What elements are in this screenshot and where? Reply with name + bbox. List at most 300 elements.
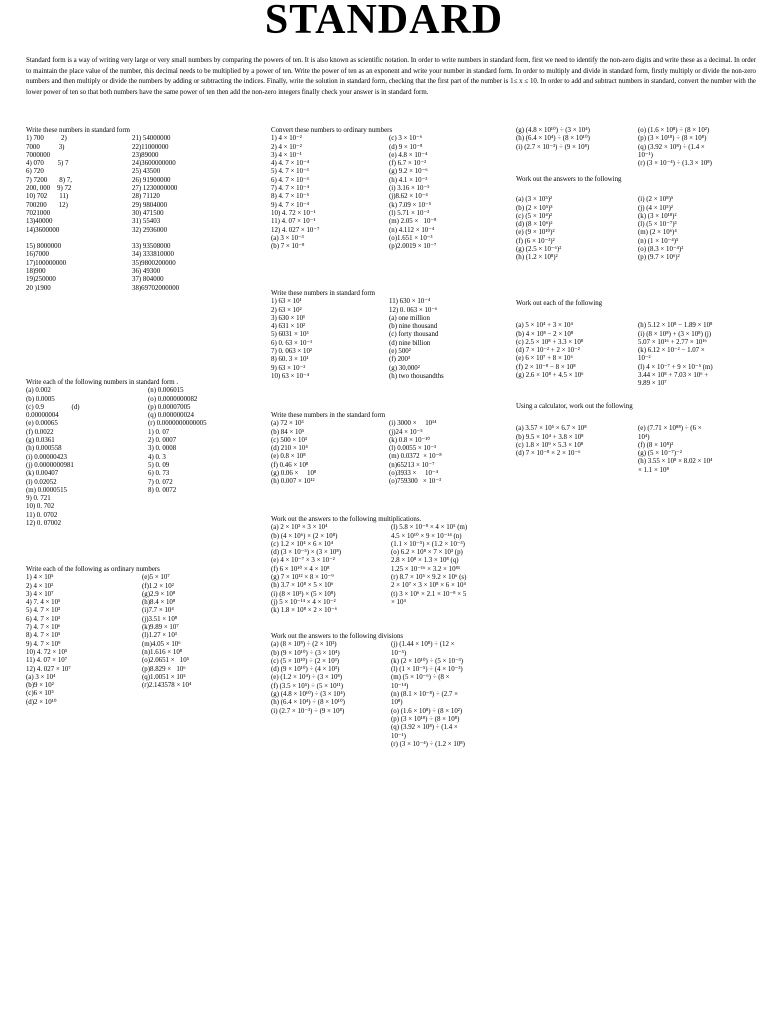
exercise-item: 7) 4. 7 × 10⁶ — [26, 624, 61, 632]
exercise-item: 29) 9804000 — [132, 201, 168, 209]
exercise-item: (i) (8 × 10⁸) + (3 × 10⁸) (j) — [638, 330, 712, 338]
exercise-item: (a) 3 × 10⁻³ — [271, 234, 304, 242]
exercise-item: 6) 0. 63 × 10⁻¹ — [271, 339, 313, 347]
exercise-item: (o) (8.3 × 10⁻⁴)² — [638, 246, 684, 254]
exercise-item: 10⁻² — [638, 355, 651, 363]
exercise-item: 7) 4. 7 × 10⁻⁴ — [271, 185, 310, 193]
exercise-item: 21) 54000000 — [132, 135, 171, 143]
exercise-item: 9) 63 × 10⁻² — [271, 364, 306, 372]
section-heading: Work out the answers to the following — [516, 176, 622, 183]
exercise-item: 4) 4. 7 × 10⁻⁴ — [271, 160, 310, 168]
exercise-item: 13)40000 — [26, 218, 53, 226]
exercise-item: 15) 8000000 — [26, 243, 62, 251]
exercise-item: 32) 2936000 — [132, 226, 168, 234]
exercise-item — [148, 503, 268, 511]
right-column — [516, 403, 762, 475]
exercise-list — [271, 420, 511, 486]
exercise-item: (g) 7 × 10¹² × 8 × 10⁻⁹ — [271, 574, 334, 582]
exercise-item: (o) (1.6 × 10⁸) ÷ (8 × 10²) — [391, 707, 463, 715]
exercise-item: (a) 2 × 10³ × 3 × 10⁴ — [271, 524, 328, 532]
exercise-item: (g) 0.0361 — [26, 437, 55, 445]
exercise-item: 12) 4. 027 × 10⁻⁷ — [271, 226, 320, 234]
exercise-item: 19)250000 — [26, 276, 56, 284]
exercise-item: 8) 4. 7 × 10⁵ — [26, 632, 61, 640]
page-title: STANDARD — [264, 0, 504, 43]
list-col — [516, 127, 632, 168]
exercise-item: 10) 4. 72 × 10⁵ — [26, 648, 68, 656]
exercise-item: 2) 4 × 10⁻² — [271, 143, 302, 151]
exercise-item — [142, 690, 268, 698]
exercise-item — [271, 724, 385, 732]
exercise-list — [271, 524, 511, 615]
exercise-item: 11) 4. 07 × 10⁷ — [26, 657, 68, 665]
list-col — [516, 322, 632, 388]
exercise-item: 9) 4. 7 × 10⁹ — [26, 640, 61, 648]
exercise-item — [148, 512, 268, 520]
exercise-item: 700200 12) — [26, 201, 68, 209]
exercise-item: (b) nine thousand — [389, 323, 438, 331]
exercise-item: 1.25 × 10⁻¹⁶ × 3.2 × 10⁸¹ — [391, 565, 461, 573]
exercise-item: 3) 4 × 10⁷ — [26, 590, 54, 598]
exercise-item: 10) 702 11) — [26, 193, 69, 201]
exercise-item — [271, 741, 385, 749]
exercise-item: (c) (5 × 10⁴)² — [516, 212, 553, 220]
exercise-item: 7000000 — [26, 151, 51, 159]
exercise-item: (k) 1.8 × 10⁸ × 2 × 10⁻⁶ — [271, 607, 338, 615]
exercise-item: 37) 804000 — [132, 276, 164, 284]
exercise-item: (g) 0.06 × 10⁸ — [271, 470, 317, 478]
exercise-item: (e) 0.00065 — [26, 420, 58, 428]
exercise-item: 2) 63 × 10² — [271, 306, 302, 314]
exercise-item: (c) 500 × 10³ — [271, 436, 307, 444]
exercise-item: 10⁻¹) — [638, 151, 653, 159]
exercise-item: 3) 4 × 10⁻¹ — [271, 151, 302, 159]
exercise-item: (l) 0.02052 — [26, 478, 57, 486]
exercise-item: 24)3600000000 — [132, 160, 176, 168]
list-col — [389, 298, 513, 381]
exercise-item: (b) 9.5 × 10⁴ + 3.8 × 10⁸ — [516, 433, 584, 441]
exercise-item: 8) 4. 7 × 10⁻⁵ — [271, 193, 310, 201]
exercise-item: 5) 6031 × 10³ — [271, 331, 309, 339]
exercise-item: (e) 0.8 × 10⁸ — [271, 453, 306, 461]
exercise-item: 3.44 × 10⁸ + 7.03 × 10⁶ + — [638, 372, 709, 380]
right-column — [516, 176, 762, 263]
exercise-list — [26, 387, 264, 528]
exercise-item: (f) 0.0022 — [26, 428, 54, 436]
exercise-item: 10⁻¹) — [391, 732, 406, 740]
intro-paragraph: Standard form is a way of writing very large or very small numbers by comparing the powers of ten. It is also known as scientific notation. In order to write numbers in standard form, first we need to identify the non-zero digits and write these as a decimal. In order to maintain the place value of the number, this decimal needs to be multiplied by a power of ten. Write the power of ten as an exponent and write your number in standard form. In order to multiply and divide in standard form, firstly multiply or divide the non-zero numbers and then multiply or divide the numbers by adding or subtracting the indices. Finally, write the solution in standard form, checking that the first part of the number is 1≤ x ≤ 10. In order to add and subtract numbers in standard, convert the number with the lower power of ten so that both numbers have the same power of ten then add the non-zero integers finally check your answer is in standard form. — [26, 57, 756, 96]
middle-column — [271, 412, 511, 487]
exercise-item: 35)9800200000 — [132, 259, 176, 267]
list-col — [389, 420, 513, 486]
exercise-item: (e) 4 × 10⁻⁷ × 3 × 10⁻² — [271, 557, 335, 565]
exercise-item: (n) (1 × 10⁻⁴)⁵ — [638, 237, 679, 245]
exercise-item: 10⁻⁵) — [391, 649, 407, 657]
exercise-item — [391, 607, 515, 615]
exercise-item: (e) (1.2 × 10⁴) ÷ (3 × 10⁸) — [271, 674, 343, 682]
exercise-item: 33) 93508000 — [132, 243, 171, 251]
right-column — [516, 127, 762, 168]
exercise-item: (h)8.4 × 10⁸ — [142, 599, 176, 607]
exercise-item: (o)759300 × 10⁻³ — [389, 478, 442, 486]
exercise-item: 9.89 × 10⁷ — [638, 380, 667, 388]
exercise-item: (k) (3 × 10¹⁸)² — [638, 212, 677, 220]
exercise-item — [26, 235, 126, 243]
exercise-item: (b) 84 × 10⁵ — [271, 428, 305, 436]
exercise-item: (c)6 × 10⁵ — [26, 690, 54, 698]
list-col — [142, 574, 268, 707]
exercise-item: (l) 5.71 × 10⁻³ — [389, 209, 430, 217]
exercise-item: (h) (6.4 × 10⁴) ÷ (8 × 10¹⁰) — [516, 135, 590, 143]
exercise-item: (j)24 × 10⁻⁵ — [389, 428, 423, 436]
exercise-item: × 1.1 × 10⁸ — [638, 466, 669, 474]
section-heading: Convert these numbers to ordinary numbers — [271, 127, 393, 134]
exercise-item: (h) (1.2 × 10⁸)² — [516, 254, 558, 262]
exercise-item: (k) 0.8 × 10⁻¹⁰ — [389, 436, 431, 444]
exercise-list — [271, 641, 511, 765]
exercise-item: 2) 4 × 10² — [26, 582, 54, 590]
exercise-item: (b) 0.0005 — [26, 395, 55, 403]
exercise-list — [516, 196, 762, 262]
exercise-item: (i) 3000 × 10¹⁴ — [389, 420, 437, 428]
section-heading: Write these numbers in standard form — [271, 290, 376, 297]
exercise-item: 8) 0. 0072 — [148, 486, 177, 494]
exercise-item: (q)1.0051 × 10⁵ — [142, 673, 186, 681]
exercise-item: 1) 0. 07 — [148, 428, 170, 436]
exercise-item: 10⁸) — [391, 699, 403, 707]
exercise-item: 2) 0. 0007 — [148, 437, 177, 445]
exercise-item: × 10⁴ — [391, 598, 406, 606]
section-heading: Work out the answers to the following divisions — [271, 633, 404, 640]
exercise-item: (p) (9.7 × 10⁶)² — [638, 254, 680, 262]
exercise-item: (b)9 × 10² — [26, 682, 54, 690]
exercise-item — [516, 160, 632, 168]
exercise-item: (g) (5 × 10⁻⁷)⁻² — [638, 450, 682, 458]
exercise-item: 31) 55403 — [132, 218, 161, 226]
exercise-item: (r) (3 × 10⁻⁴) ÷ (1.3 × 10⁸) — [638, 160, 712, 168]
exercise-item: (m) (2 × 10⁶)⁴ — [638, 229, 677, 237]
exercise-item: (j)8.62 × 10⁻⁴ — [389, 193, 428, 201]
middle-column — [271, 127, 511, 251]
exercise-item: (r) 8.7 × 10⁵ × 9.2 × 10⁶ (s) — [391, 574, 467, 582]
exercise-item: (c) (5 × 10¹⁰) ÷ (2 × 10³) — [271, 657, 340, 665]
middle-column — [271, 290, 511, 381]
list-col — [26, 387, 142, 528]
exercise-item: (d) (8 × 10⁶)² — [516, 221, 553, 229]
exercise-item: 22)11000000 — [132, 143, 169, 151]
exercise-item: (d) (9 × 10¹⁰) ÷ (4 × 10³) — [271, 666, 340, 674]
exercise-item: (o) (1.6 × 10⁸) ÷ (8 × 10²) — [638, 127, 710, 134]
exercise-item: (o) 6.2 × 10⁸ × 7 × 10³ (p) — [391, 549, 463, 557]
exercise-item: (c) 0.9 (d) — [26, 403, 80, 411]
exercise-item: 6) 4. 7 × 10⁻³ — [271, 176, 309, 184]
exercise-item: 14)3600000 — [26, 226, 60, 234]
exercise-item: 20 )1900 — [26, 284, 51, 292]
exercise-item: (a) (3 × 10⁵)² — [516, 196, 553, 204]
exercise-item: 5) 4. 7 × 10³ — [26, 607, 61, 615]
exercise-item: (d) 210 × 10⁴ — [271, 445, 308, 453]
exercise-item: (j) 5 × 10⁻¹⁴ × 4 × 10⁻² — [271, 598, 336, 606]
exercise-item — [516, 467, 632, 475]
exercise-item: (p) (3 × 10¹⁸) ÷ (8 × 10⁸) — [638, 135, 707, 143]
exercise-item: 2.8 × 10⁸ × 1.3 × 10⁸ (q) — [391, 557, 459, 565]
exercise-item: (h) two thousandths — [389, 372, 444, 380]
exercise-item: (f) 2 × 10⁻⁸ − 8 × 10⁸ — [516, 363, 576, 371]
exercise-item: (g) (4.8 × 10¹⁰) ÷ (3 × 10⁴) — [271, 691, 345, 699]
exercise-item: (g) (2.5 × 10⁻⁶)² — [516, 246, 562, 254]
exercise-item: (g) 9.2 × 10⁻⁶ — [389, 168, 428, 176]
exercise-item: 27) 1230000000 — [132, 185, 178, 193]
exercise-item: (e) 6 × 10⁷ + 8 × 10⁶ — [516, 355, 573, 363]
exercise-item: 200, 000 9) 72 — [26, 185, 72, 193]
exercise-item: (k)9.89 × 10⁷ — [142, 624, 179, 632]
exercise-item: 10⁴) — [638, 433, 650, 441]
exercise-item: 5.07 × 10¹⁶ + 2.77 × 10¹⁶ — [638, 338, 707, 346]
list-col — [516, 196, 632, 262]
exercise-item: 12) 0. 063 × 10⁻⁶ — [389, 306, 438, 314]
exercise-item — [391, 757, 515, 765]
exercise-item: 34) 333810000 — [132, 251, 174, 259]
exercise-item: (a) 3.57 × 10⁵ × 6.7 × 10⁸ — [516, 425, 587, 433]
exercise-list — [26, 135, 264, 301]
exercise-item — [516, 458, 632, 466]
exercise-item: (b) 7 × 10⁻⁸ — [271, 243, 305, 251]
exercise-item — [132, 293, 262, 301]
list-col — [391, 641, 515, 765]
list-col — [271, 524, 385, 615]
exercise-item: (f) (3.5 × 10⁵) ÷ (5 × 10¹¹) — [271, 682, 344, 690]
exercise-item: (i) (2.7 × 10⁻³) ÷ (9 × 10⁸) — [516, 143, 590, 151]
list-col — [271, 298, 383, 381]
exercise-item: (j)3.51 × 10⁸ — [142, 615, 178, 623]
list-col — [638, 196, 766, 262]
exercise-item: 5) 0. 09 — [148, 461, 170, 469]
exercise-item: (f) (8 × 10⁸)² — [638, 441, 674, 449]
exercise-item: 28) 71120 — [132, 193, 160, 201]
exercise-item: (j) 0.0000000981 — [26, 461, 74, 469]
exercise-item: (l) 4 × 10⁻⁷ + 9 × 10⁻⁵ (m) — [638, 363, 713, 371]
exercise-item: (o)1.651 × 10⁻³ — [389, 234, 433, 242]
exercise-item: (a) 72 × 10³ — [271, 420, 304, 428]
exercise-item: (k) 6.12 × 10⁻² − 1.07 × — [638, 347, 705, 355]
exercise-item: 8) 60. 3 × 10¹ — [271, 356, 309, 364]
exercise-item: (f) 6 × 10¹⁰ × 4 × 10⁸ — [271, 565, 330, 573]
exercise-item: (d) nine billion — [389, 339, 431, 347]
right-column — [516, 300, 762, 389]
exercise-item: 6) 720 — [26, 168, 44, 176]
exercise-item: (q) (3.92 × 10⁸) ÷ (1.4 × — [391, 724, 458, 732]
exercise-item: 7021000 — [26, 209, 51, 217]
exercise-item: (e)5 × 10⁷ — [142, 574, 170, 582]
exercise-item: (m) (5 × 10⁻⁶) ÷ (8 × — [391, 674, 450, 682]
exercise-list — [26, 574, 264, 707]
list-col — [271, 641, 385, 765]
exercise-item: (h) 5.12 × 10⁸ − 1.89 × 10⁸ — [638, 322, 713, 330]
middle-column — [271, 516, 511, 616]
exercise-item: 12) 0. 07002 — [26, 520, 62, 528]
exercise-item: (q) 0.000000024 — [148, 412, 194, 420]
exercise-item: (c) 1.2 × 10⁴ × 6 × 10⁴ — [271, 540, 334, 548]
exercise-item: 11) 4. 07 × 10⁻¹ — [271, 218, 316, 226]
list-col — [271, 135, 383, 251]
exercise-item: 2 × 10⁷ × 3 × 10⁸ × 6 × 10⁴ — [391, 582, 466, 590]
exercise-item: (a) 5 × 10⁴ + 3 × 10⁴ — [516, 322, 573, 330]
exercise-item: 0.00000004 — [26, 412, 59, 420]
exercise-item: (d) 9 × 10⁻⁸ — [389, 143, 423, 151]
exercise-item: (m) 2.05 × 10⁻⁸ — [389, 218, 437, 226]
exercise-item: (e) (7.71 × 10⁸⁸) ÷ (6 × — [638, 425, 702, 433]
exercise-item — [516, 380, 632, 388]
exercise-item: (g)2.9 × 10⁸ — [142, 590, 176, 598]
exercise-item: 23)89000 — [132, 151, 159, 159]
list-col — [516, 425, 632, 475]
exercise-item: 10) 4. 72 × 10⁻¹ — [271, 209, 316, 217]
exercise-item — [142, 699, 268, 707]
exercise-item: 4) 0. 3 — [148, 453, 166, 461]
exercise-item: (r) (3 × 10⁻⁴) ÷ (1.2 × 10⁸) — [391, 740, 465, 748]
list-col — [638, 425, 766, 475]
exercise-item — [516, 152, 632, 160]
exercise-item — [148, 495, 268, 503]
exercise-item: 7) 7200 8) 7, — [26, 176, 72, 184]
section-heading: Write each of the following as ordinary numbers — [26, 566, 160, 573]
exercise-item: 11) 0. 0702 — [26, 511, 58, 519]
exercise-item: (d) (3 × 10⁻⁵) × (3 × 10⁸) — [271, 549, 342, 557]
exercise-item: (o) 0.0000000082 — [148, 395, 198, 403]
exercise-item: (l) (5 × 10⁻⁷)³ — [638, 221, 677, 229]
exercise-item: (o)2.0651 × 10⁵ — [142, 657, 190, 665]
exercise-item — [148, 520, 268, 528]
exercise-item — [271, 733, 385, 741]
exercise-item: 7) 0. 072 — [148, 478, 173, 486]
exercise-item: (k) 0.00407 — [26, 470, 59, 478]
exercise-item: (l) 5.8 × 10⁻⁸ × 4 × 10⁵ (m) — [391, 524, 468, 532]
exercise-item: (p) (3 × 10¹⁸) ÷ (8 × 10⁸) — [391, 715, 460, 723]
exercise-item: (j) (1.44 × 10⁸) ÷ (12 × — [391, 641, 455, 649]
exercise-item: (a) 0.002 — [26, 387, 51, 395]
list-col — [389, 135, 513, 251]
exercise-item: (p) 0.00007005 — [148, 403, 191, 411]
exercise-item: (d)2 × 10¹⁰ — [26, 698, 57, 706]
section-heading: Write these numbers in standard form — [26, 127, 131, 134]
exercise-item: (k) 7.09 × 10⁻⁵ — [389, 201, 432, 209]
exercise-item: (n)1.616 × 10⁸ — [142, 648, 183, 656]
exercise-list — [516, 425, 762, 475]
exercise-item: (l) (1 × 10⁻⁵) ÷ (4 × 10⁻³) — [391, 666, 463, 674]
exercise-item: (r)2.143578 × 10⁴ — [142, 682, 192, 690]
exercise-item: (g) 30,000² — [389, 364, 420, 372]
exercise-item: (1.1 × 10⁻⁵) × (1.2 × 10⁻³) — [391, 540, 465, 548]
exercise-item: 1) 63 × 10¹ — [271, 298, 302, 306]
exercise-item: (h) 0.007 × 10¹² — [271, 478, 315, 486]
exercise-item: (l) 0.0055 × 10⁻³ — [389, 445, 437, 453]
exercise-item: (e) 4.8 × 10⁻⁴ — [389, 151, 428, 159]
exercise-item: 25) 43500 — [132, 168, 161, 176]
exercise-item: 4) 631 × 10² — [271, 323, 306, 331]
exercise-item: (p)8.829 × 10⁶ — [142, 665, 186, 673]
section-heading: Using a calculator, work out the following — [516, 403, 633, 410]
exercise-item: 10⁻¹⁴) — [391, 682, 409, 690]
exercise-item: (a) one million — [389, 314, 430, 322]
exercise-item: 9) 0. 721 — [26, 495, 51, 503]
exercise-item: 12) 4. 027 × 10⁷ — [26, 665, 71, 673]
exercise-item: (i) 3.16 × 10⁻⁵ — [389, 185, 430, 193]
exercise-item: (h) (6.4 × 10⁴) ÷ (8 × 10¹⁰) — [271, 699, 345, 707]
exercise-item: 16)7000 — [26, 251, 49, 259]
section-heading: Write each of the following numbers in standard form . — [26, 379, 179, 386]
exercise-item: (h) 0.000558 — [26, 445, 62, 453]
exercise-item: (a) 3 × 10⁴ — [26, 673, 56, 681]
exercise-item: (b) (9 × 10¹⁰) ÷ (3 × 10⁴) — [271, 649, 340, 657]
exercise-item: (f)1.2 × 10² — [142, 582, 174, 590]
exercise-item: 4) 070 5) 7 — [26, 160, 69, 168]
exercise-item: (a) (8 × 10⁸) ÷ (2 × 10³) — [271, 641, 337, 649]
list-col — [26, 574, 136, 707]
exercise-item: (j) (4 × 10⁵)² — [638, 204, 673, 212]
list-col — [391, 524, 515, 615]
exercise-item: (m)4.05 × 10⁶ — [142, 640, 181, 648]
exercise-item: 6) 4. 7 × 10³ — [26, 615, 61, 623]
exercise-item: (b) (4 × 10⁶) × (2 × 10⁸) — [271, 532, 338, 540]
exercise-item — [271, 757, 385, 765]
exercise-item: (e) (9 × 10¹⁰)² — [516, 229, 555, 237]
exercise-item: 4.5 × 10¹⁰ × 9 × 10⁻¹⁴ (n) — [391, 532, 462, 540]
list-col — [638, 127, 766, 168]
exercise-item: (h) 4.1 × 10⁻³ — [389, 176, 428, 184]
exercise-item: 1) 4 × 10⁵ — [26, 574, 54, 582]
exercise-item: (n) 4.112 × 10⁻⁴ — [389, 226, 435, 234]
exercise-item: 10) 0. 702 — [26, 503, 55, 511]
exercise-item: 30) 471500 — [132, 209, 164, 217]
middle-column — [271, 633, 511, 766]
exercise-item: (o)3933 × 10⁻⁴ — [389, 470, 438, 478]
exercise-item: 7) 0. 063 × 10² — [271, 348, 312, 356]
list-col — [638, 322, 766, 388]
exercise-item: (n) (8.1 × 10⁻⁸) ÷ (2.7 × — [391, 691, 458, 699]
list-col — [132, 135, 262, 301]
exercise-item: (m) 0.0372 × 10⁻⁸ — [389, 453, 442, 461]
exercise-item: (g) (4.8 × 10¹⁰) ÷ (3 × 10⁴) — [516, 127, 590, 134]
exercise-item: (i)7.7 × 10⁴ — [142, 607, 174, 615]
exercise-item — [391, 749, 515, 757]
section-heading: Work out the answers to the following multiplications. — [271, 516, 422, 523]
exercise-item: (c) 2.5 × 10⁸ + 3.3 × 10⁸ — [516, 338, 584, 346]
exercise-item: (c) 3 × 10⁻⁶ — [389, 135, 423, 143]
exercise-item — [271, 716, 385, 724]
section-heading: Work out each of the following — [516, 300, 603, 307]
exercise-item: 10) 63 × 10⁻⁴ — [271, 372, 310, 380]
exercise-item: (g) 2.6 × 10⁸ + 4.5 × 10⁶ — [516, 372, 584, 380]
exercise-item: (e) 500² — [389, 348, 411, 356]
exercise-item: 26) 91900000 — [132, 176, 171, 184]
exercise-item: (m) 0.0000515 — [26, 486, 67, 494]
exercise-item: (n)65213 × 10⁻⁷ — [389, 461, 435, 469]
list-col — [26, 135, 126, 301]
exercise-item: (f) 0.46 × 10⁸ — [271, 461, 309, 469]
exercise-item: (d) 7 × 10⁻² + 2 × 10⁻² — [516, 347, 580, 355]
exercise-item: (f) 200³ — [389, 356, 411, 364]
exercise-item: (q) (3.92 × 10⁸) ÷ (1.4 × — [638, 143, 705, 151]
exercise-item: (c) forty thousand — [389, 331, 439, 339]
exercise-item: 4) 7. 4 × 10⁵ — [26, 599, 61, 607]
list-col — [271, 420, 383, 486]
exercise-item: (c) 1.8 × 10⁹ × 5.3 × 10⁸ — [516, 441, 584, 449]
left-column — [26, 379, 264, 528]
exercise-item: (h) 3.7 × 10⁸ × 5 × 10⁶ — [271, 582, 334, 590]
exercise-item: (h) 3.55 × 10⁸ × 8.02 × 10⁴ — [638, 458, 713, 466]
exercise-item: (d) 7 × 10⁻⁸ × 2 × 10⁻⁶ — [516, 450, 581, 458]
exercise-item: 5) 4. 7 × 10⁻³ — [271, 168, 309, 176]
